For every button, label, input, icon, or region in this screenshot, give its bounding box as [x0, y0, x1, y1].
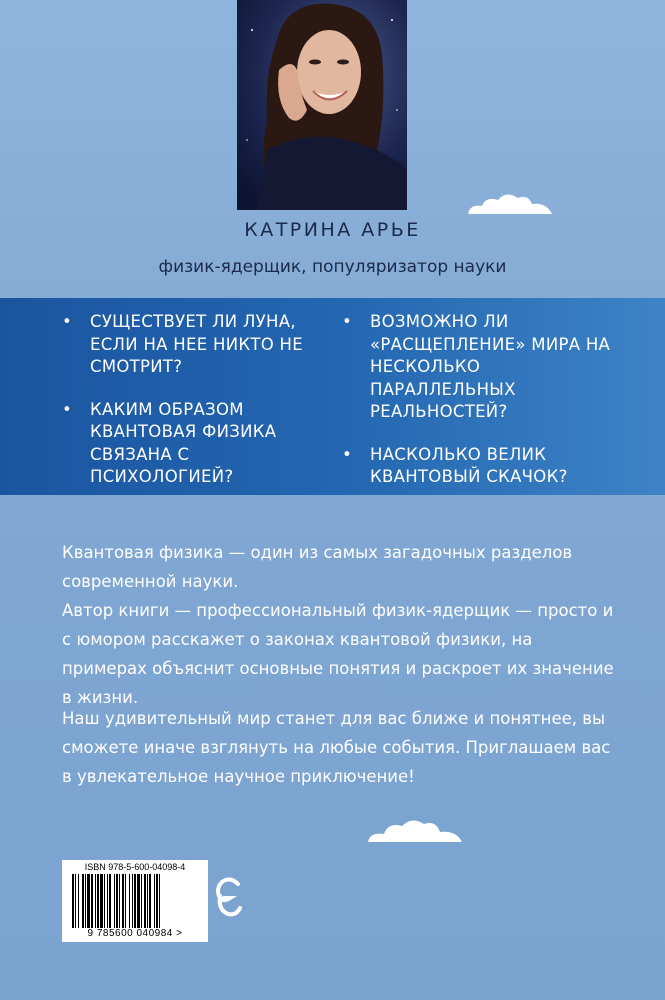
isbn-number: ISBN 978-5-600-04098-4 — [84, 862, 186, 872]
barcode-bar — [91, 874, 93, 928]
question-item — [62, 399, 322, 489]
bullet: • — [342, 444, 353, 464]
barcode-bar — [119, 874, 120, 928]
author-photo — [237, 0, 407, 210]
question-text: НАСКОЛЬКО ВЕЛИК КВАНТОВЫЙ СКАЧОК? — [370, 444, 568, 486]
question-text: КАКИМ ОБРАЗОМ КВАНТОВАЯ ФИЗИКА СВЯЗАНА С ПСИХОЛОГИЕЙ? — [90, 399, 277, 486]
barcode-bar — [85, 874, 86, 928]
question-text: ВОЗМОЖНО ЛИ «РАСЩЕПЛЕНИЕ» МИРА НА НЕСКОЛЬКО ПАРАЛЛЕЛЬНЫХ РЕАЛЬНОСТЕЙ? — [370, 312, 611, 421]
description-paragraph-3: Наш удивительный мир станет для вас ближе и понятнее, вы сможете иначе взглянуть на любые события. Приглашаем вас в увлекательное научное приключение! — [62, 709, 611, 786]
bullet: • — [342, 312, 353, 331]
author-name: КАТРИНА АРЬЕ — [244, 219, 421, 241]
isbn-barcode — [62, 860, 208, 942]
cloud-icon — [466, 190, 556, 216]
barcode-bar — [137, 874, 140, 928]
questions-right-column — [342, 311, 622, 509]
barcode-bar — [114, 874, 115, 928]
barcode-bar — [154, 874, 155, 928]
barcode-bar — [87, 874, 90, 928]
barcode-bar — [78, 874, 79, 928]
bullet: • — [62, 399, 73, 419]
barcode-bar — [156, 874, 158, 928]
barcode-bar — [75, 874, 76, 928]
barcode-bar — [116, 874, 118, 928]
question-item — [342, 311, 622, 424]
question-item — [342, 444, 622, 489]
barcode-bar — [149, 874, 151, 928]
question-item — [62, 311, 322, 379]
barcode-bar — [104, 874, 105, 928]
question-text: СУЩЕСТВУЕТ ЛИ ЛУНА, ЕСЛИ НА НЕЕ НИКТО НЕ СМОТРИТ? — [90, 312, 303, 376]
barcode-bar — [159, 874, 160, 928]
questions-left-column — [62, 311, 322, 509]
description-paragraph-1: Квантовая физика — один из самых загадочных разделов современной науки. — [62, 543, 573, 591]
barcode-bar — [82, 874, 84, 928]
author-role: физик-ядерщик, популяризатор науки — [158, 257, 507, 277]
barcode-bar — [95, 874, 96, 928]
barcode-bars — [72, 874, 198, 928]
barcode-bar — [125, 874, 126, 928]
bullet: • — [62, 312, 73, 331]
barcode-bar — [122, 874, 124, 928]
description-paragraph-2: Автор книги — профессиональный физик-ядерщик — просто и с юмором расскажет о законах квантовой физики, на примерах объяснит основные понятия и раскроет их значение в жизни. — [62, 601, 614, 707]
barcode-bar — [147, 874, 148, 928]
barcode-bar — [129, 874, 130, 928]
barcode-bar — [100, 874, 103, 928]
cloud-icon — [366, 816, 466, 844]
barcode-bar — [144, 874, 146, 928]
barcode-bar — [132, 874, 133, 928]
barcode-bar — [134, 874, 136, 928]
barcode-bar — [97, 874, 99, 928]
barcode-bar — [72, 874, 74, 928]
eksmo-e-logo-icon — [216, 876, 242, 918]
barcode-digits: 9 785600 040984 > — [87, 928, 183, 939]
barcode-bar — [107, 874, 108, 928]
barcode-bar — [141, 874, 142, 928]
barcode-bar — [109, 874, 111, 928]
